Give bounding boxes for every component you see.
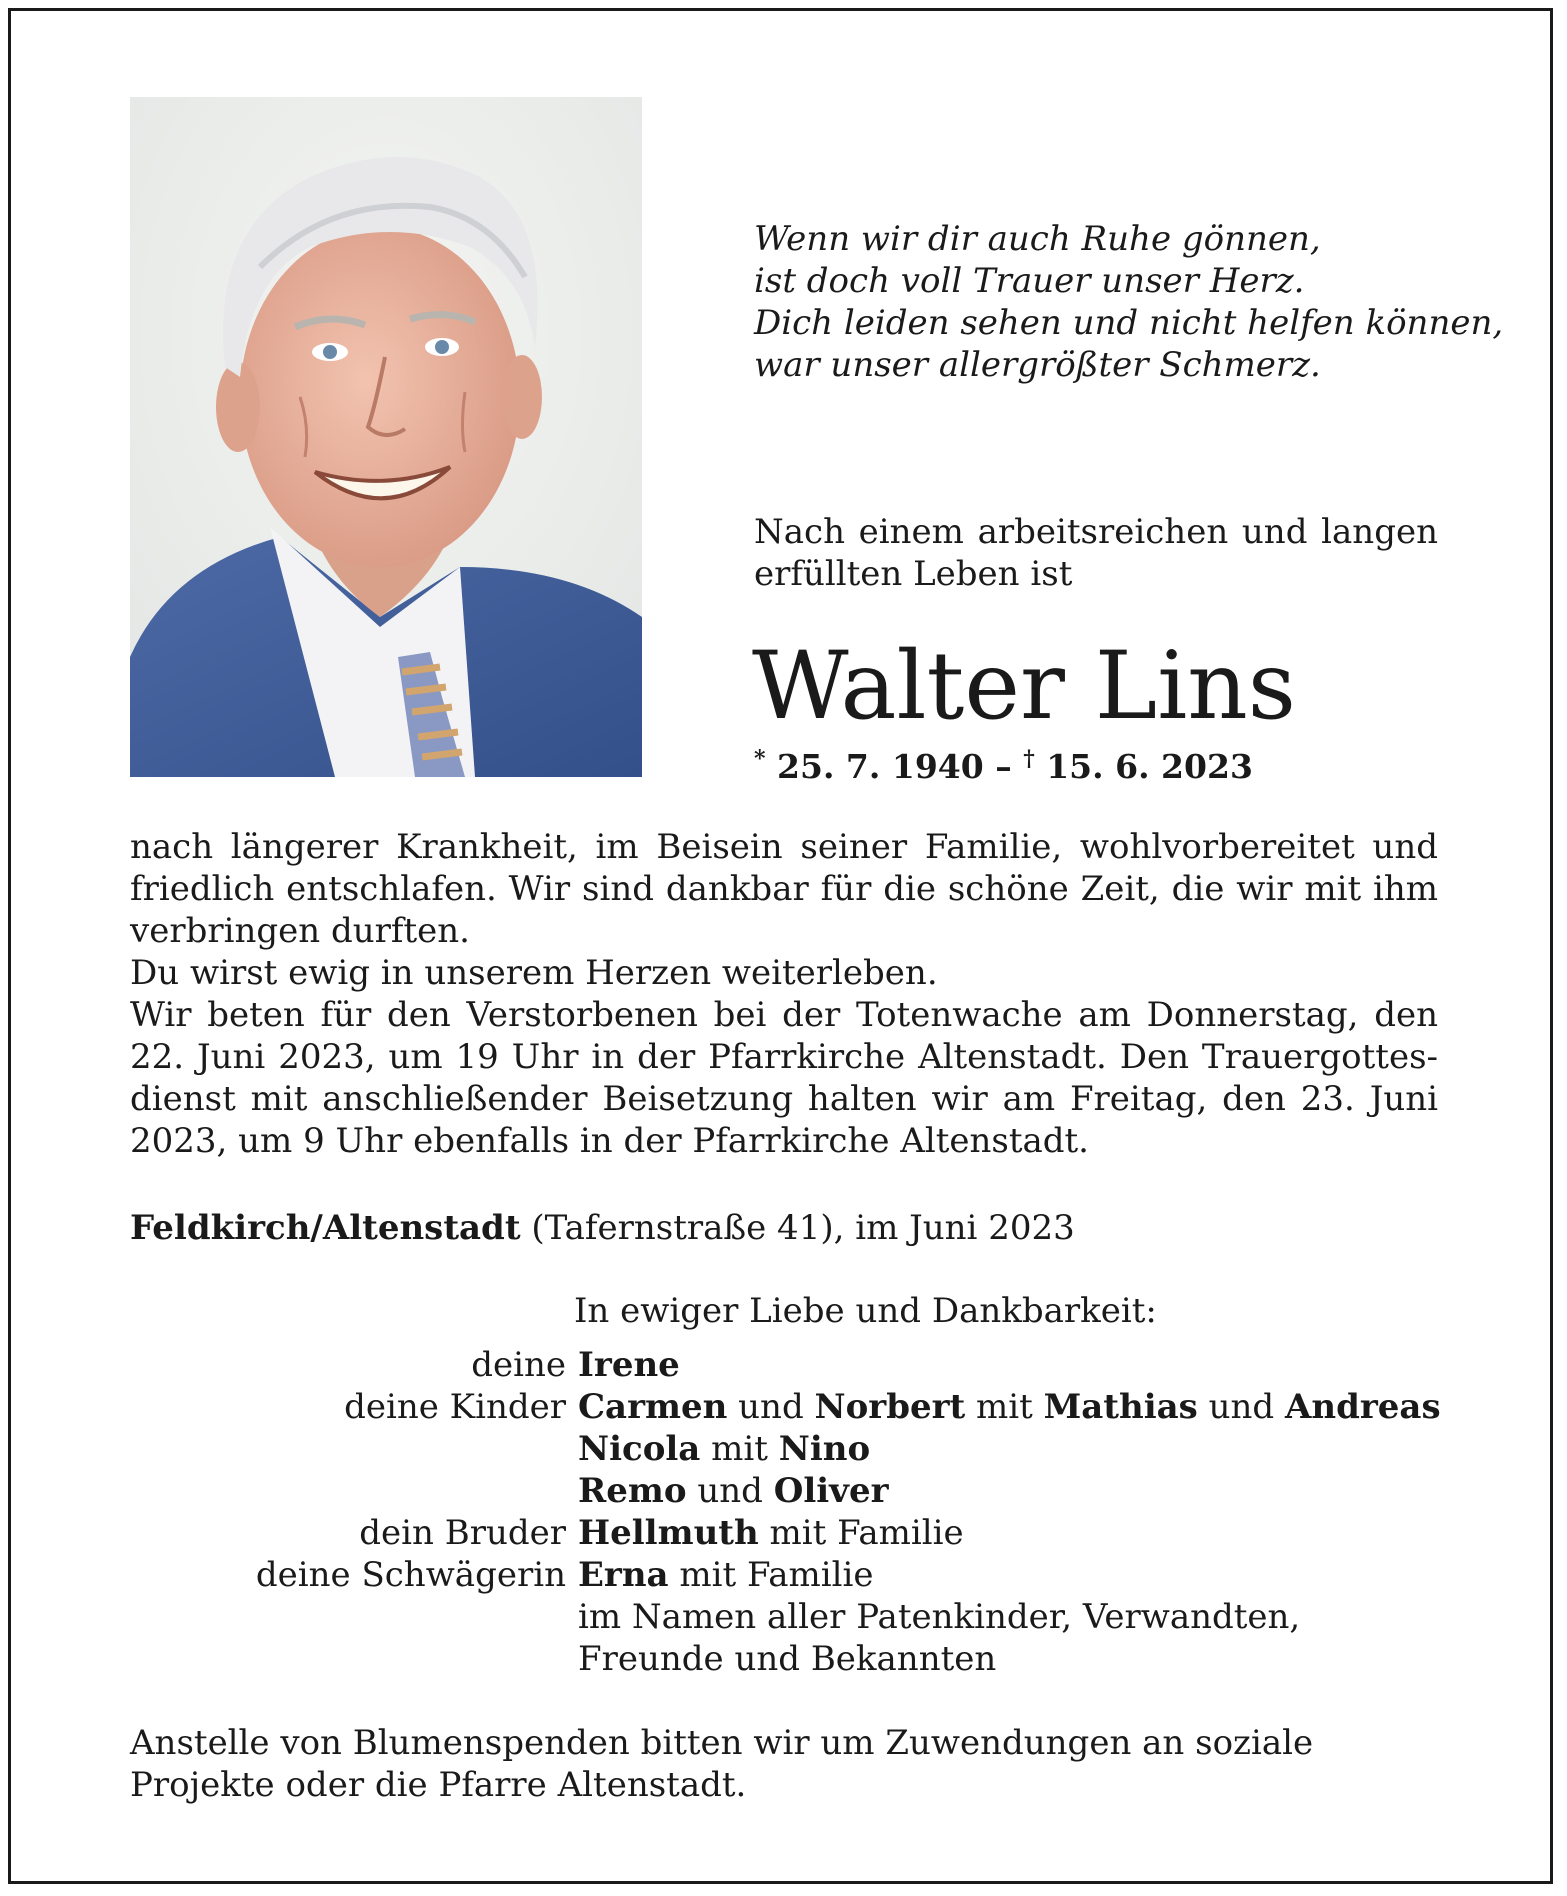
paragraph: Du wirst ewig in unserem Herzen weiterleben. xyxy=(130,953,938,993)
relation-label: dein Bruder xyxy=(359,1513,566,1553)
mourner-row xyxy=(130,1596,1438,1680)
place-address: (Tafernstraße 41), im Juni 2023 xyxy=(520,1208,1075,1248)
connector-word: mit xyxy=(965,1387,1044,1427)
connector-word: mit Familie xyxy=(668,1555,874,1595)
relation-label: deine Schwägerin xyxy=(255,1555,566,1595)
intro-text: Nach einem arbeitsreichen und langen erfüllten Leben ist xyxy=(754,512,1438,594)
relation-label xyxy=(130,1596,578,1680)
mourner-name: Oliver xyxy=(773,1471,889,1511)
life-dates xyxy=(754,746,1253,786)
extended-family-text: im Namen aller Patenkinder, Verwandten, Freunde und Bekannten xyxy=(578,1597,1301,1679)
relation-label: deine Kinder xyxy=(344,1387,566,1427)
place-date-line xyxy=(130,1207,1438,1249)
date-separator: – xyxy=(995,747,1012,786)
poem-line: war unser allergrößter Schmerz. xyxy=(754,345,1321,385)
mourner-name: Irene xyxy=(578,1345,680,1385)
connector-word: und xyxy=(1197,1387,1286,1427)
connector-word: mit Familie xyxy=(758,1513,964,1553)
poem-line: Wenn wir dir auch Ruhe gönnen, xyxy=(754,219,1321,259)
donation-note: Anstelle von Blumenspenden bitten wir um Zuwendungen an soziale Projekte oder die Pfarre Altenstadt. xyxy=(130,1723,1314,1805)
mourner-name: Nino xyxy=(778,1429,871,1469)
mourner-names xyxy=(578,1596,1448,1680)
mourner-name: Nicola xyxy=(578,1429,701,1469)
thanks-line: In ewiger Liebe und Dankbarkeit: xyxy=(574,1291,1157,1331)
main-text xyxy=(130,826,1438,1162)
death-symbol: † xyxy=(1023,746,1035,772)
relation-label: deine xyxy=(471,1345,566,1385)
mourner-row xyxy=(130,1470,1438,1512)
birth-symbol: * xyxy=(754,746,766,772)
mourner-row xyxy=(130,1386,1441,1428)
mourner-names xyxy=(578,1428,1438,1470)
mourner-name: Carmen xyxy=(578,1387,728,1427)
portrait-illustration xyxy=(130,97,642,777)
mourner-names xyxy=(578,1470,1438,1512)
connector-word: und xyxy=(686,1471,774,1511)
paragraph: Wir beten für den Verstorbenen bei der Totenwache am Donnerstag, den 22. Juni 2023, um 19 Uhr in der Pfarrkirche Altenstadt. Den Trauergottes-dienst mit anschließender Beisetzung halten wir am Freitag, den 23. Juni 2023, um 9 Uhr ebenfalls in der Pfarrkirche Altenstadt. xyxy=(130,995,1438,1161)
mourner-name: Remo xyxy=(578,1471,687,1511)
death-date: 15. 6. 2023 xyxy=(1046,747,1253,786)
mourner-names xyxy=(578,1344,1438,1386)
mourner-name: Norbert xyxy=(814,1387,966,1427)
place-city: Feldkirch/Altenstadt xyxy=(130,1208,521,1248)
mourner-name: Andreas xyxy=(1285,1387,1441,1427)
portrait-photo xyxy=(130,97,642,777)
mourner-row xyxy=(130,1554,1438,1596)
mourner-name: Mathias xyxy=(1043,1387,1198,1427)
mourner-names xyxy=(578,1512,1438,1554)
mourner-row xyxy=(130,1512,1438,1554)
relation-label xyxy=(130,1470,578,1512)
connector-word: und xyxy=(727,1387,815,1427)
birth-date: 25. 7. 1940 xyxy=(777,747,984,786)
mourner-name: Erna xyxy=(578,1555,669,1595)
mourner-names xyxy=(578,1554,1438,1596)
mourners-list xyxy=(130,1344,1441,1680)
mourner-name: Hellmuth xyxy=(578,1513,759,1553)
mourner-row xyxy=(130,1344,1438,1386)
poem-line: Dich leiden sehen und nicht helfen können, xyxy=(754,303,1504,343)
mourner-row xyxy=(130,1428,1438,1470)
mourner-names xyxy=(578,1386,1441,1428)
poem-line: ist doch voll Trauer unser Herz. xyxy=(754,261,1305,301)
paragraph: nach längerer Krankheit, im Beisein seiner Familie, wohlvorbereitet und friedlich entschlafen. Wir sind dankbar für die schöne Zeit, die wir mit ihm verbringen durften. xyxy=(130,827,1438,951)
relation-label xyxy=(130,1428,578,1470)
poem xyxy=(754,218,1504,386)
deceased-name: Walter Lins xyxy=(752,632,1297,741)
connector-word: mit xyxy=(700,1429,779,1469)
